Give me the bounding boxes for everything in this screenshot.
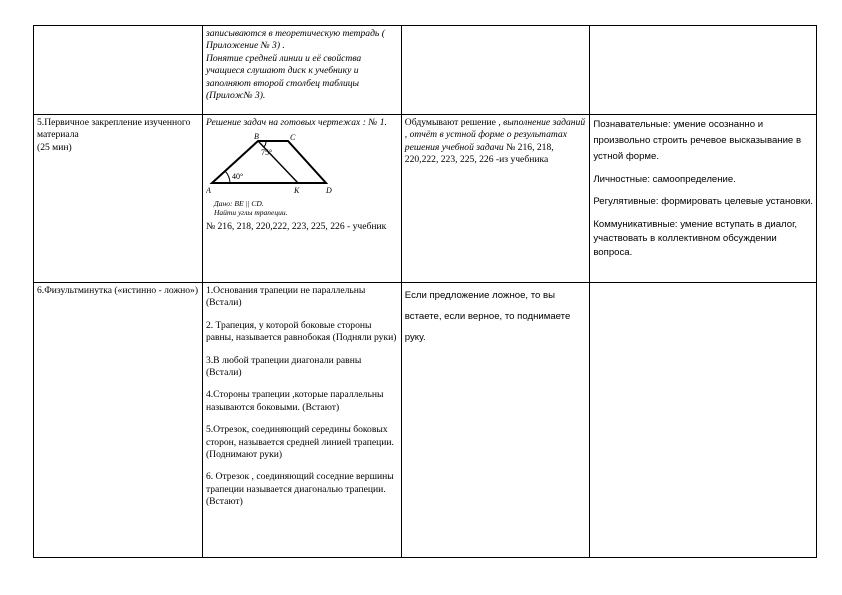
given-text: Дано: BE || CD. [213,199,264,209]
teacher-activity-cell [202,26,401,115]
statement-1: 1.Основания трапеции не параллельны (Встали) [205,285,366,309]
lesson-plan-table [33,25,817,558]
stage-cell: 6.Физультминутка («истинно - ложно») [34,283,203,558]
personal-ud: Личностные: самоопределение. [593,174,736,185]
communicative-ud: Коммуникативные: умение вступать в диалог, участвовать в коллективном обсуждении вопроса. [593,219,798,259]
statement-3: 3.В любой трапеции диагонали равны (Встали) [205,354,362,379]
angle-40-label: 40° [231,172,244,182]
regulatory-ud: Регулятивные: формировать целевые установки. [593,196,813,208]
label-d: D [325,186,332,196]
label-k: K [293,186,300,196]
student-activity-cell [401,26,590,115]
student-tail: № 216, 218, 220,222, 223, 225, 226 -из учебника [404,141,554,166]
instruction-line: встаете, если верное, то поднимаете [404,311,571,322]
student-activity-cell [401,283,590,558]
stage-title: 5.Первичное закрепление изученного материала (25 мин) [37,117,191,153]
label-c: C [289,133,296,143]
find-text: Найти углы трапеции. [213,208,288,218]
student-activity-cell [401,115,590,283]
instruction-line: руку. [404,332,426,343]
cognitive-ud: Познавательные: умение осознанно и произвольно строить речевое высказывание в устной форме. [593,119,802,162]
learning-actions-cell [590,26,817,115]
table-row [34,115,817,283]
learning-actions-cell [590,283,817,558]
textbook-tasks: № 216, 218, 220,222, 223, 225, 226 - учебник [205,221,387,233]
table-row [34,283,817,558]
teacher-activity-cell [202,283,401,558]
angle-75-label: 75° [260,148,273,158]
label-a: A [205,186,211,196]
teacher-activity-cell [202,115,401,283]
statement-4: 4.Стороны трапеции ,которые параллельны называются боковыми. (Встают) [205,389,384,413]
table-row [34,26,817,115]
student-lead: Обдумывают решение , [404,117,504,128]
teacher-text: записываются в теоретическую тетрадь ( Приложение № 3) . [205,28,385,52]
stage-cell [34,115,203,283]
learning-actions-cell [590,115,817,283]
statement-2: 2. Трапеция, у которой боковые стороны равны, называется равнобокая (Подняли руки) [205,319,397,344]
statement-5: 5.Отрезок, соединяющий середины боковых сторон, называется средней линией трапеции. (Поднимают руки) [205,424,394,461]
student-italic: выполнение заданий , отчёт в устной форме о результатах решения учебной задачи [404,117,586,153]
statement-6: 6. Отрезок , соединяющий соседние вершины трапеции называется диагональю трапеции. (Встают) [205,471,394,508]
stage-cell [34,26,203,115]
instruction-line: Если предложение ложное, то вы [404,290,556,301]
angle-arc-top [264,142,266,147]
task-heading: Решение задач на готовых чертежах : № 1. [205,117,387,128]
label-b: B [253,133,259,142]
teacher-text: Понятие средней линии и её свойства учащиеся слушают диск к учебнику и заполняют второй столбец таблицы (Прилож№ 3). [205,52,362,102]
angle-arc-bottom [225,171,230,183]
trapezoid-figure [206,133,356,219]
